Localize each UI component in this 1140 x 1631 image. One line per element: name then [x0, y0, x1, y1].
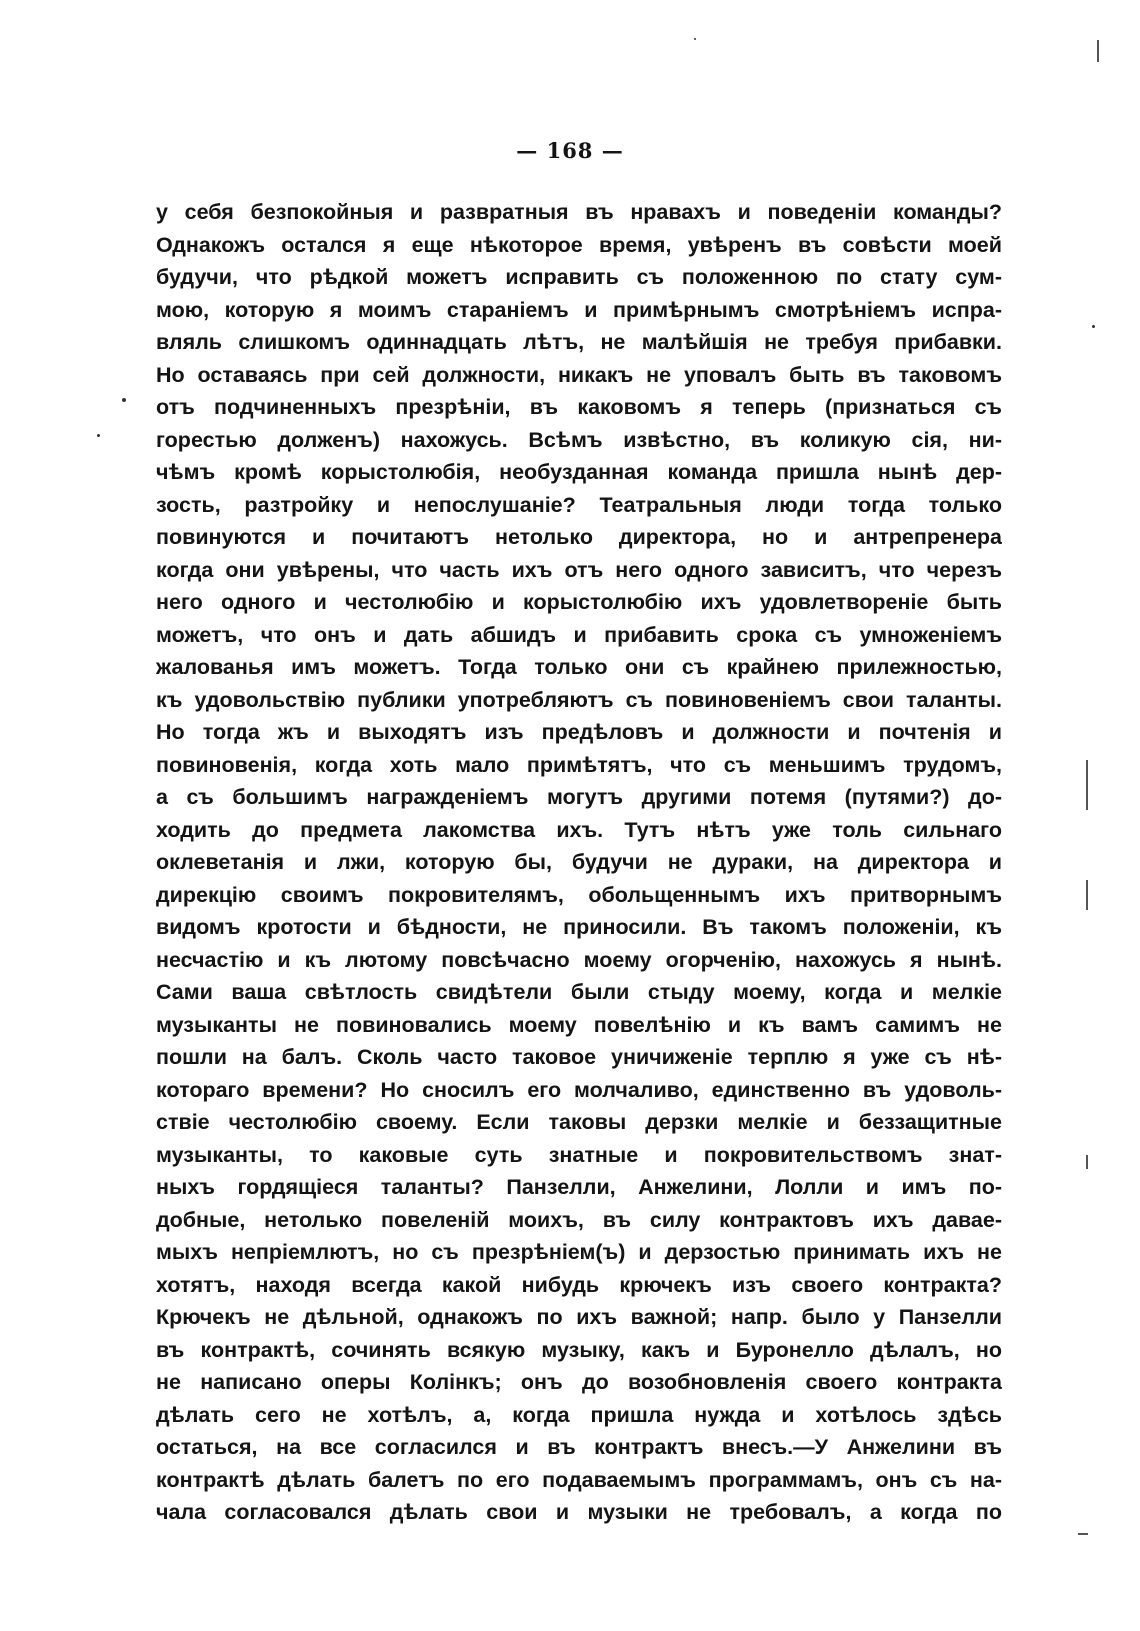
text-line: остаться, на все согласился и въ контрактъ внесъ.—У Анжелини въ: [156, 1435, 1002, 1459]
text-line: музыканты не повиновались моему повелѣнiю и къ вамъ самимъ не: [156, 1012, 1002, 1037]
text-line: пошли на балъ. Сколь часто таковое уничиженiе терплю я уже съ нѣ-: [156, 1045, 1002, 1069]
text-line: Но тогда жъ и выходятъ изъ предѣловъ и должности и почтенiя и: [156, 720, 1002, 744]
page-number: — 168 —: [516, 138, 624, 163]
text-line: музыканты, то каковые суть знатные и покровительствомъ знат-: [156, 1142, 1002, 1167]
text-line: дирекцiю своимъ покровителямъ, обольщеннымъ ихъ притворнымъ: [156, 882, 1002, 907]
text-line: жалованья имъ можетъ. Тогда только они съ крайнею прилежностью,: [156, 655, 1002, 679]
text-line: хотятъ, находя всегда какой нибудь крючекъ изъ своего контракта?: [156, 1272, 1002, 1297]
text-line: можетъ, что онъ и дать абшидъ и прибавить срока съ умноженiемъ: [156, 622, 1002, 647]
text-line: Сами ваша свѣтлость свидѣтели были стыду моему, когда и мелкiе: [156, 980, 1002, 1004]
text-line: ходить до предмета лакомства ихъ. Тутъ нѣтъ уже толь сильнаго: [156, 817, 1002, 842]
text-line: зость, разтройку и непослушанiе? Театральныя люди тогда только: [156, 492, 1002, 517]
text-line: чѣмъ кромѣ корыстолюбiя, необузданная команда пришла нынѣ дер-: [156, 460, 1002, 484]
text-line: будучи, что рѣдкой можетъ исправить съ положенною по стату сум-: [156, 265, 1002, 289]
text-line: повинуются и почитаютъ нетолько директора, но и антрепренера: [156, 525, 1002, 549]
text-line: у себя безпокойныя и развратныя въ нравахъ и поведенiи команды?: [156, 200, 1002, 224]
scan-edge-mark: [1086, 760, 1088, 810]
text-line: Крючекъ не дѣльной, однакожъ по ихъ важной; напр. было у Панзелли: [156, 1305, 1002, 1329]
text-line: чала согласовался дѣлать свои и музыки не требовалъ, а когда по: [156, 1500, 1002, 1524]
text-line: несчастiю и къ лютому повсѣчасно моему огорченiю, нахожусь я нынѣ.: [156, 947, 1002, 972]
text-line: мыхъ непрiемлютъ, но съ презрѣнiем(ъ) и дерзостью принимать ихъ не: [156, 1240, 1002, 1264]
scan-edge-mark: [1086, 1155, 1088, 1169]
scan-edge-mark: [1078, 1533, 1088, 1535]
text-line: въ контрактѣ, сочинять всякую музыку, какъ и Буронелло дѣлалъ, но: [156, 1337, 1002, 1362]
text-line: оклеветанiя и лжи, которую бы, будучи не дураки, на директора и: [156, 850, 1002, 874]
text-line: котораго времени? Но сносилъ его молчаливо, единственно въ удоволь-: [156, 1077, 1002, 1102]
text-line: отъ подчиненныхъ презрѣнiи, въ каковомъ я теперь (признаться съ: [156, 395, 1002, 419]
text-line: горестью долженъ) нахожусь. Всѣмъ извѣстно, въ коликую сiя, ни-: [156, 427, 1002, 452]
text-line: мою, которую я моимъ старанiемъ и примѣрнымъ смотрѣнiемъ испра-: [156, 297, 1002, 322]
text-line: Однакожъ остался я еще нѣкоторое время, увѣренъ въ совѣсти моей: [156, 232, 1002, 257]
text-line: не написано оперы Колiнкъ; онъ до возобновленiя своего контракта: [156, 1370, 1002, 1394]
scan-edge-mark: [1086, 880, 1088, 910]
text-line: повиновенiя, когда хоть мало примѣтятъ, что съ меньшимъ трудомъ,: [156, 752, 1002, 777]
body-text: [156, 196, 1002, 1529]
scan-speck: [97, 434, 100, 437]
text-line: когда они увѣрены, что часть ихъ отъ него одного зависитъ, что черезъ: [156, 557, 1002, 582]
scan-speck: [694, 38, 696, 40]
text-line: добные, нетолько повеленiй моихъ, въ силу контрактовъ ихъ даваe-: [156, 1207, 1002, 1232]
scan-speck: [1092, 325, 1095, 328]
text-line: Но оставаясь при сей должности, никакъ не уповалъ быть въ таковомъ: [156, 362, 1002, 387]
text-line: ствiе честолюбiю своему. Если таковы дерзки мелкiе и беззащитные: [156, 1110, 1002, 1134]
text-line: а съ большимъ награжденiемъ могутъ другими потемя (путями?) до-: [156, 785, 1002, 809]
text-line: него одного и честолюбiю и корыстолюбiю ихъ удовлетворенiе быть: [156, 590, 1002, 614]
text-line: вляль слишкомъ одиннадцать лѣтъ, не малѣйшiя не требуя прибавки.: [156, 330, 1002, 354]
scan-speck: [122, 398, 126, 402]
text-line: ныхъ гордящiеся таланты? Панзелли, Анжелини, Лолли и имъ по-: [156, 1175, 1002, 1199]
text-line: дѣлать сего не хотѣлъ, а, когда пришла нужда и хотѣлось здѣсь: [156, 1402, 1002, 1427]
text-line: къ удовольствiю публики употребляютъ съ повиновенiемъ свои таланты.: [156, 687, 1002, 712]
scan-edge-mark: [1097, 40, 1099, 62]
text-line: видомъ кротости и бѣдности, не приносили. Въ такомъ положенiи, къ: [156, 915, 1002, 939]
text-line: контрактѣ дѣлать балетъ по его подаваемымъ программамъ, онъ съ на-: [156, 1467, 1002, 1492]
